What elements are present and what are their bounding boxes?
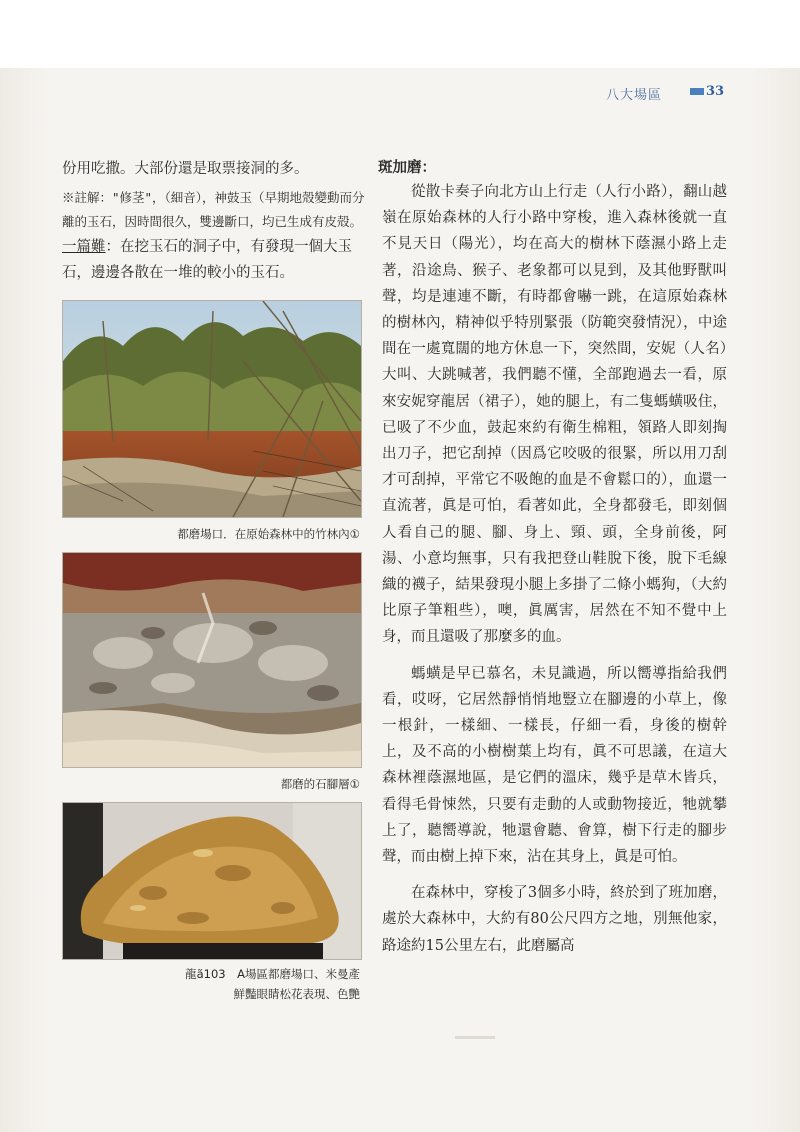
photo1-caption: 都磨場口．在原始森林中的竹林內① [177,527,360,541]
photo2-caption: 都磨的石腳層① [280,777,360,791]
page-marker-bar [690,88,704,95]
annotation-note: ※註解："修茎"，（細音），神鼓玉（早期地殼變動而分離的玉石，因時間很久，雙邊斷口，均已生成有皮殻。 [62,190,365,229]
scan-smudge [455,1036,495,1039]
lead-line: 份用吃撒。大部份還是取票接洞的多。 [62,161,309,177]
left-column [62,156,370,1002]
photo-rock-layer [62,552,362,768]
photo-jade-boulder [62,802,362,960]
paragraph-1: 從散卡奏子向北方山上行走（人行小路），翻山越嶺在原始森林的人行小路中穿梭，進入森林後就一直不見天日（陽光），均在高大的樹林下蔭濕小路上走著，沿途鳥、猴子、老象都可以見到，及其他野獸叫聲，均是連連不斷，有時都會嚇一跳，在這原始森林的樹林內，精神似乎特別緊張（防範突發情況），中途間在一處寬闊的地方休息一下，突然間，安妮（人名）大叫、大跳喊著，我們聽不懂，全部跑過去一看，原來安妮穿龍居（裙子），她的腿上，有二隻螞蟥吸住，已吸了不少血，鼓起來約有衛生棉粗，領路人即刻掏出刀子，把它刮掉（因爲它咬吸的很緊，所以用刀刮才可刮掉，平常它不吸飽的血是不會鬆口的），血還一直流著，眞是可怕，看著如此，全身都發毛，即刻個人看自己的腿、腳、身上、頸、頭，全身前後，阿湯、小意均無事，只有我把登山鞋脫下後，脫下毛線織的襪子，結果發現小腿上多掛了二條小螞狗，（大約比原子筆粗些），噢，眞厲害，居然在不知不覺中上身，而且還吸了那麼多的血。 [382,184,727,646]
paragraph-3: 在森林中，穿梭了3個多小時，終於到了班加磨，處於大森林中，大約有80公尺四方之地，別無他家，路途約15公里左右，此磨屬高 [382,885,727,954]
paragraph-2: 螞蟥是早已慕名，未見識過，所以嚮導指給我們看，哎呀，它居然靜悄悄地豎立在腳邊的小草上，像一根針，一樣細、一樣長，仔細一看，身後的樹幹上，及不高的小樹樹葉上均有，眞不可思議，在這大森林裡蔭濕地區，是它們的溫床，幾乎是草木皆兵，看得毛骨悚然，只要有走動的人或動物接近，牠就攀上了，聽嚮導說，牠還會聽、會算，樹下行走的腳步聲，而由樹上掉下來，沾在其身上，眞是可怕。 [382,665,727,866]
page-number [690,84,724,99]
page-number-text: 33 [706,84,725,99]
mystery-text: ：在挖玉石的洞子中，有發現一個大玉石，邊邊各散在一堆的較小的玉石。 [62,239,352,281]
mystery-paragraph [62,234,370,286]
mystery-label: 一篇難 [62,239,106,255]
right-column [378,156,727,959]
section-title: 斑加磨： [378,160,436,176]
photo-forest-clearing [62,300,362,518]
running-head: 八大場區 [606,88,663,103]
photo3-caption-line2: 鮮豔眼睛松花表現、色艷 [233,987,360,1001]
photo3-caption-line1: 龍ã103 A場區都磨場口、米曼產 [185,967,360,981]
